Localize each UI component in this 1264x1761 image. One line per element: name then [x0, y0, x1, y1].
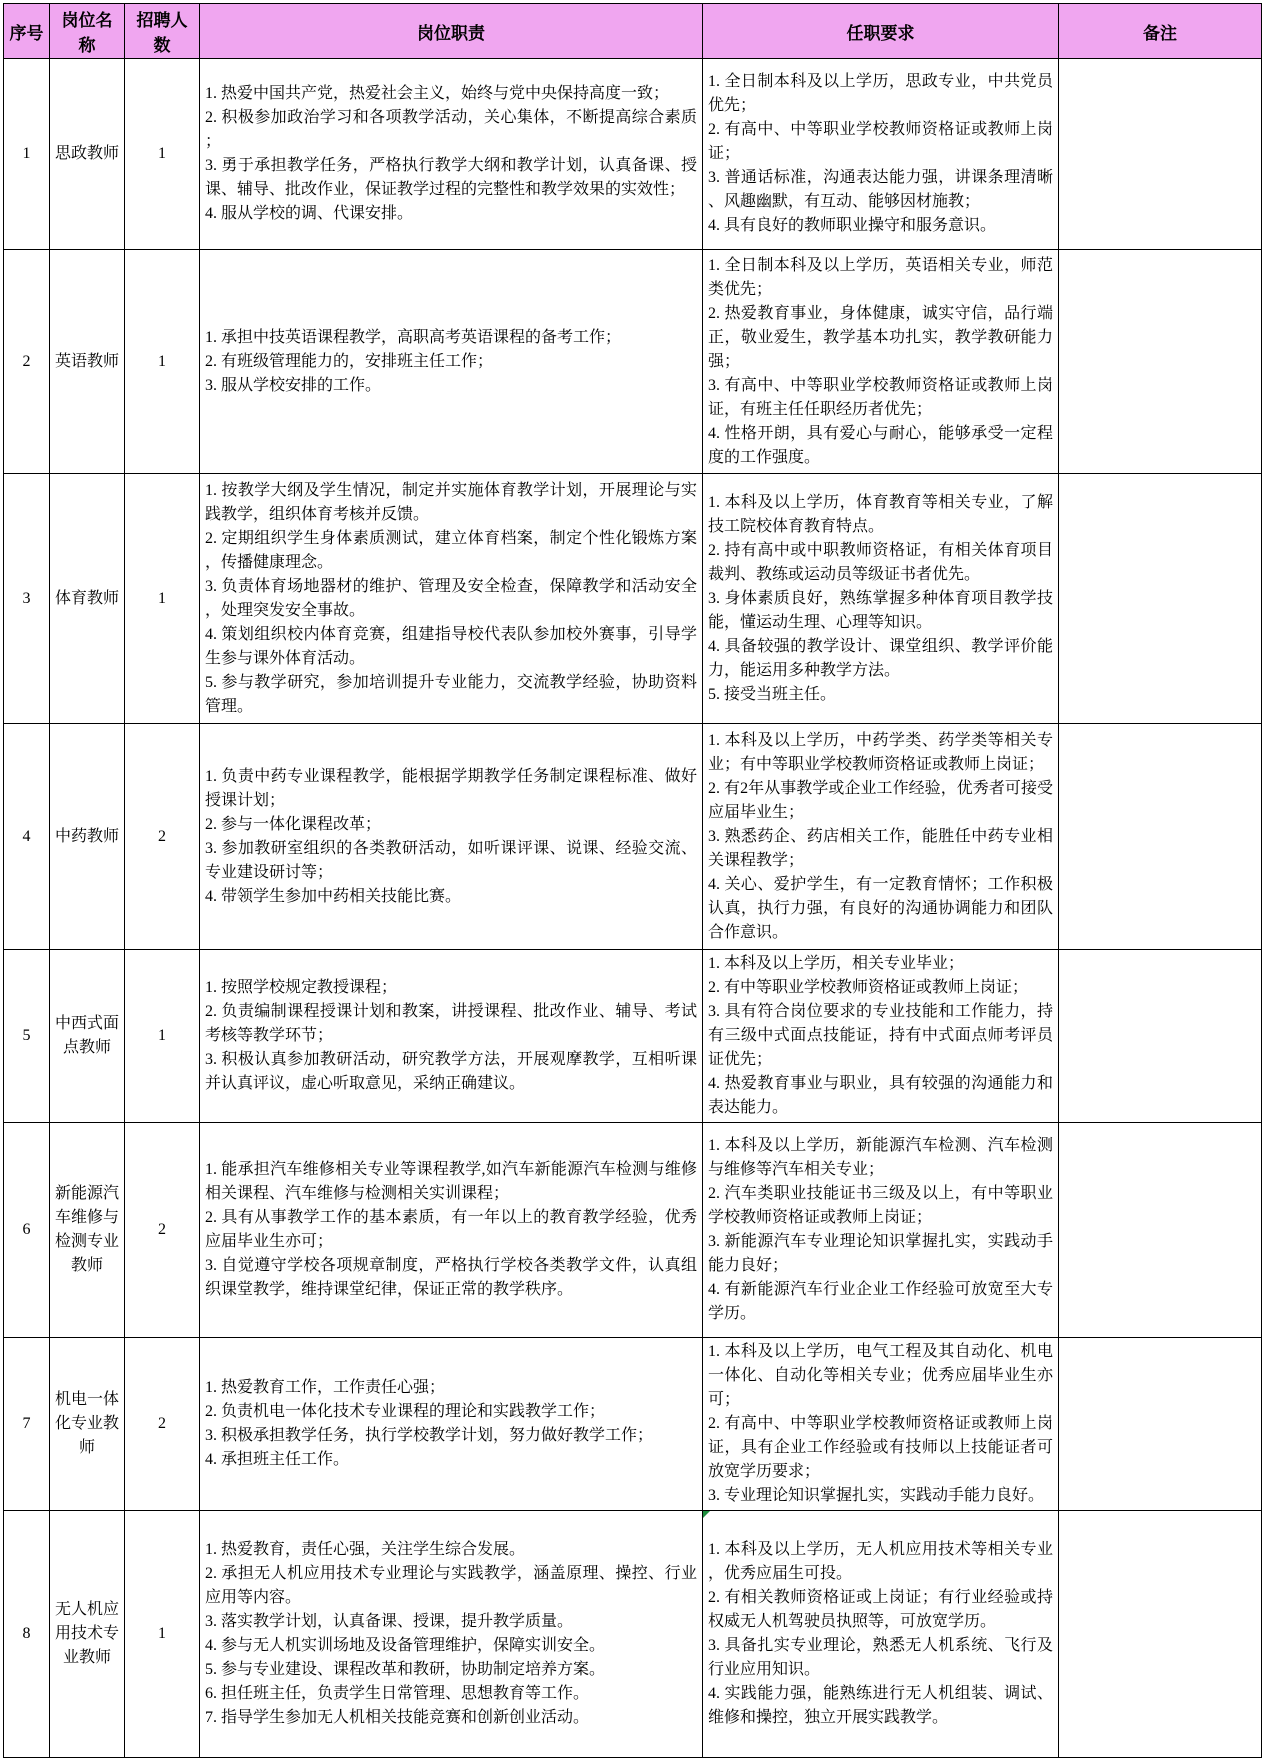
requirement-item: 1. 本科及以上学历，新能源汽车检测、汽车检测与维修等汽车相关专业；: [708, 1137, 1053, 1178]
cell-duties: [200, 724, 703, 950]
duty-item: 2. 定期组织学生身体素质测试，建立体育档案，制定个性化锻炼方案，传播健康理念。: [205, 529, 697, 571]
requirement-item: 1. 全日制本科及以上学历，思政专业，中共党员优先；: [708, 73, 1053, 114]
cell-position-name: 新能源汽车维修与检测专业教师: [50, 1123, 125, 1338]
requirement-item: 1. 本科及以上学历，中药学类、药学类等相关专业；有中等职业学校教师资格证或教师上岗证；: [708, 731, 1053, 773]
table-row: [4, 474, 1262, 724]
cell-recruit-count: 2: [125, 724, 200, 950]
table-row: [4, 724, 1262, 950]
cell-position-name: 中西式面点教师: [50, 950, 125, 1123]
cell-remark: [1059, 950, 1262, 1123]
cell-requirements: [703, 59, 1059, 250]
cell-serial-number: 5: [4, 950, 50, 1123]
table-row: [4, 1511, 1262, 1758]
duty-item: 3. 落实教学计划，认真备课、授课，提升教学质量。: [205, 1613, 574, 1630]
cell-recruit-count: 2: [125, 1338, 200, 1511]
requirement-item: 1. 本科及以上学历，无人机应用技术等相关专业，优秀应届生可投。: [708, 1541, 1053, 1582]
column-header-position: 岗位名称: [50, 4, 125, 59]
requirement-item: 4. 关心、爱护学生，有一定教育情怀；工作积极认真，执行力强，有良好的沟通协调能力和团队合作意识。: [708, 875, 1053, 941]
requirement-item: 4. 有新能源汽车行业企业工作经验可放宽至大专学历。: [708, 1281, 1053, 1322]
cell-remark: [1059, 474, 1262, 724]
duty-item: 2. 负责机电一体化技术专业课程的理论和实践教学工作；: [205, 1403, 606, 1420]
duty-item: 2. 负责编制课程授课计划和教案，讲授课程、批改作业、辅导、考试考核等教学环节；: [205, 1003, 697, 1044]
duty-item: 1. 热爱教育工作，工作责任心强；: [205, 1379, 446, 1396]
cell-recruit-count: 1: [125, 474, 200, 724]
cell-remark: [1059, 1123, 1262, 1338]
duty-item: 6. 担任班主任，负责学生日常管理、思想教育等工作。: [205, 1685, 590, 1702]
cell-serial-number: 8: [4, 1511, 50, 1758]
duty-item: 3. 积极认真参加教研活动，研究教学方法，开展观摩教学，互相听课并认真评议，虚心听取意见，采纳正确建议。: [205, 1051, 697, 1092]
cell-requirements: [703, 1338, 1059, 1511]
duty-item: 1. 能承担汽车维修相关专业等课程教学,如汽车新能源汽车检测与维修相关课程、汽车维修与检测相关实训课程；: [205, 1161, 697, 1202]
cell-duties: [200, 1338, 703, 1511]
duty-item: 3. 服从学校安排的工作。: [205, 376, 382, 394]
requirement-item: 4. 热爱教育事业与职业，具有较强的沟通能力和表达能力。: [708, 1075, 1053, 1116]
requirement-item: 2. 持有高中或中职教师资格证，有相关体育项目裁判、教练或运动员等级证书者优先。: [708, 541, 1053, 583]
cell-recruit-count: 1: [125, 1511, 200, 1758]
table-row: [4, 59, 1262, 250]
cell-serial-number: 6: [4, 1123, 50, 1338]
duty-item: 3. 参加教研室组织的各类教研活动，如听课评课、说课、经验交流、专业建设研讨等；: [205, 839, 697, 881]
column-header-requirements: 任职要求: [703, 4, 1059, 59]
duty-item: 5. 参与教学研究，参加培训提升专业能力，交流教学经验，协助资料管理。: [205, 673, 697, 715]
cell-remark: [1059, 250, 1262, 474]
cell-duties: [200, 59, 703, 250]
requirement-item: 3. 熟悉药企、药店相关工作，能胜任中药专业相关课程教学；: [708, 827, 1053, 869]
header-row: [4, 4, 1262, 59]
duty-item: 1. 按照学校规定教授课程；: [205, 979, 398, 996]
requirement-item: 3. 专业理论知识掌握扎实，实践动手能力良好。: [708, 1487, 1045, 1504]
requirement-item: 2. 有中等职业学校教师资格证或教师上岗证；: [708, 979, 1029, 996]
requirement-item: 1. 本科及以上学历，相关专业毕业；: [708, 955, 965, 972]
duty-item: 2. 承担无人机应用技术专业理论与实践教学，涵盖原理、操控、行业应用等内容。: [205, 1565, 697, 1606]
duty-item: 1. 按教学大纲及学生情况，制定并实施体育教学计划，开展理论与实践教学，组织体育考核并反馈。: [205, 481, 697, 523]
requirement-item: 2. 有2年从事教学或企业工作经验，优秀者可接受应届毕业生；: [708, 779, 1053, 821]
requirement-item: 2. 汽车类职业技能证书三级及以上，有中等职业学校教师资格证或教师上岗证；: [708, 1185, 1053, 1226]
requirement-item: 2. 有高中、中等职业学校教师资格证或教师上岗证；: [708, 121, 1053, 162]
column-header-count: 招聘人数: [125, 4, 200, 59]
cell-position-name: 无人机应用技术专业教师: [50, 1511, 125, 1758]
duty-item: 2. 参与一体化课程改革；: [205, 815, 382, 833]
duty-item: 3. 积极承担教学任务，执行学校教学计划，努力做好教学工作；: [205, 1427, 654, 1444]
duty-item: 4. 服从学校的调、代课安排。: [205, 205, 414, 222]
cell-position-name: 中药教师: [50, 724, 125, 950]
column-header-remark: 备注: [1059, 4, 1262, 59]
duty-item: 1. 热爱教育，责任心强，关注学生综合发展。: [205, 1541, 526, 1558]
table-row: [4, 950, 1262, 1123]
cell-serial-number: 4: [4, 724, 50, 950]
duty-item: 1. 热爱中国共产党，热爱社会主义，始终与党中央保持高度一致；: [205, 85, 670, 102]
cell-position-name: 机电一体化专业教师: [50, 1338, 125, 1511]
column-header-serial: 序号: [4, 4, 50, 59]
cell-duties: [200, 1123, 703, 1338]
requirement-item: 1. 全日制本科及以上学历，英语相关专业，师范类优先；: [708, 256, 1053, 298]
duty-item: 4. 带领学生参加中药相关技能比赛。: [205, 887, 462, 905]
cell-requirements: [703, 1123, 1059, 1338]
cell-requirements: [703, 250, 1059, 474]
recruitment-table: [3, 3, 1262, 1758]
cell-position-name: 思政教师: [50, 59, 125, 250]
cell-serial-number: 2: [4, 250, 50, 474]
cell-position-name: 体育教师: [50, 474, 125, 724]
cell-duties: [200, 250, 703, 474]
requirement-item: 4. 具备较强的教学设计、课堂组织、教学评价能力，能运用多种教学方法。: [708, 637, 1053, 679]
cell-remark: [1059, 1338, 1262, 1511]
cell-duties: [200, 950, 703, 1123]
cell-remark: [1059, 59, 1262, 250]
cell-recruit-count: 1: [125, 59, 200, 250]
requirement-item: 4. 实践能力强，能熟练进行无人机组装、调试、维修和操控，独立开展实践教学。: [708, 1685, 1053, 1726]
cell-requirements: [703, 474, 1059, 724]
duty-item: 2. 具有从事教学工作的基本素质，有一年以上的教育教学经验，优秀应届毕业生亦可；: [205, 1209, 697, 1250]
requirement-item: 3. 身体素质良好，熟练掌握多种体育项目教学技能，懂运动生理、心理等知识。: [708, 589, 1053, 631]
duty-item: 3. 勇于承担教学任务，严格执行教学大纲和教学计划，认真备课、授课、辅导、批改作业，保证教学过程的完整性和教学效果的实效性；: [205, 157, 697, 198]
duty-item: 4. 承担班主任工作。: [205, 1451, 350, 1468]
requirement-item: 2. 热爱教育事业，身体健康，诚实守信，品行端正，敬业爱生，教学基本功扎实，教学教研能力强；: [708, 304, 1053, 370]
cell-recruit-count: 1: [125, 250, 200, 474]
requirement-item: 3. 具备扎实专业理论，熟悉无人机系统、飞行及行业应用知识。: [708, 1637, 1053, 1678]
requirement-item: 1. 本科及以上学历，体育教育等相关专业，了解技工院校体育教育特点。: [708, 493, 1053, 535]
duty-item: 2. 积极参加政治学习和各项教学活动，关心集体，不断提高综合素质；: [205, 109, 697, 150]
cell-duties: [200, 474, 703, 724]
requirement-item: 2. 有相关教师资格证或上岗证；有行业经验或持权威无人机驾驶员执照等，可放宽学历。: [708, 1589, 1053, 1630]
cell-recruit-count: 2: [125, 1123, 200, 1338]
cell-duties: [200, 1511, 703, 1758]
requirement-item: 3. 新能源汽车专业理论知识掌握扎实，实践动手能力良好；: [708, 1233, 1053, 1274]
requirement-item: 2. 有高中、中等职业学校教师资格证或教师上岗证，具有企业工作经验或有技师以上技能证者可放宽学历要求；: [708, 1415, 1053, 1480]
duty-item: 2. 有班级管理能力的，安排班主任工作；: [205, 352, 494, 370]
requirement-item: 5. 接受当班主任。: [708, 685, 837, 703]
cell-serial-number: 1: [4, 59, 50, 250]
table-row: [4, 1338, 1262, 1511]
requirement-item: 3. 普通话标准，沟通表达能力强，讲课条理清晰、风趣幽默，有互动、能够因材施教；: [708, 169, 1053, 210]
table-row: [4, 1123, 1262, 1338]
table-row: [4, 250, 1262, 474]
cell-recruit-count: 1: [125, 950, 200, 1123]
duty-item: 5. 参与专业建设、课程改革和教研，协助制定培养方案。: [205, 1661, 606, 1678]
duty-item: 4. 参与无人机实训场地及设备管理维护，保障实训安全。: [205, 1637, 606, 1654]
duty-item: 1. 负责中药专业课程教学，能根据学期教学任务制定课程标准、做好授课计划；: [205, 767, 697, 809]
cell-requirements: [703, 1511, 1059, 1758]
cell-serial-number: 7: [4, 1338, 50, 1511]
column-header-duties: 岗位职责: [200, 4, 703, 59]
cell-remark: [1059, 724, 1262, 950]
requirement-item: 4. 具有良好的教师职业操守和服务意识。: [708, 217, 997, 234]
requirement-item: 1. 本科及以上学历，电气工程及其自动化、机电一体化、自动化等相关专业；优秀应届毕业生亦可；: [708, 1343, 1053, 1408]
cell-requirements: [703, 950, 1059, 1123]
cell-requirements: [703, 724, 1059, 950]
duty-item: 3. 负责体育场地器材的维护、管理及安全检查，保障教学和活动安全，处理突发安全事故。: [205, 577, 697, 619]
requirement-item: 4. 性格开朗，具有爱心与耐心，能够承受一定程度的工作强度。: [708, 424, 1053, 466]
cell-remark: [1059, 1511, 1262, 1758]
duty-item: 4. 策划组织校内体育竞赛，组建指导校代表队参加校外赛事，引导学生参与课外体育活动。: [205, 625, 697, 667]
requirement-item: 3. 有高中、中等职业学校教师资格证或教师上岗证，有班主任任职经历者优先；: [708, 376, 1053, 418]
requirement-item: 3. 具有符合岗位要求的专业技能和工作能力，持有三级中式面点技能证，持有中式面点师考评员证优先；: [708, 1003, 1053, 1068]
duty-item: 3. 自觉遵守学校各项规章制度，严格执行学校各类教学文件，认真组织课堂教学，维持课堂纪律，保证正常的教学秩序。: [205, 1257, 697, 1298]
duty-item: 1. 承担中技英语课程教学，高职高考英语课程的备考工作；: [205, 328, 622, 346]
cell-serial-number: 3: [4, 474, 50, 724]
duty-item: 7. 指导学生参加无人机相关技能竞赛和创新创业活动。: [205, 1709, 590, 1726]
cell-position-name: 英语教师: [50, 250, 125, 474]
